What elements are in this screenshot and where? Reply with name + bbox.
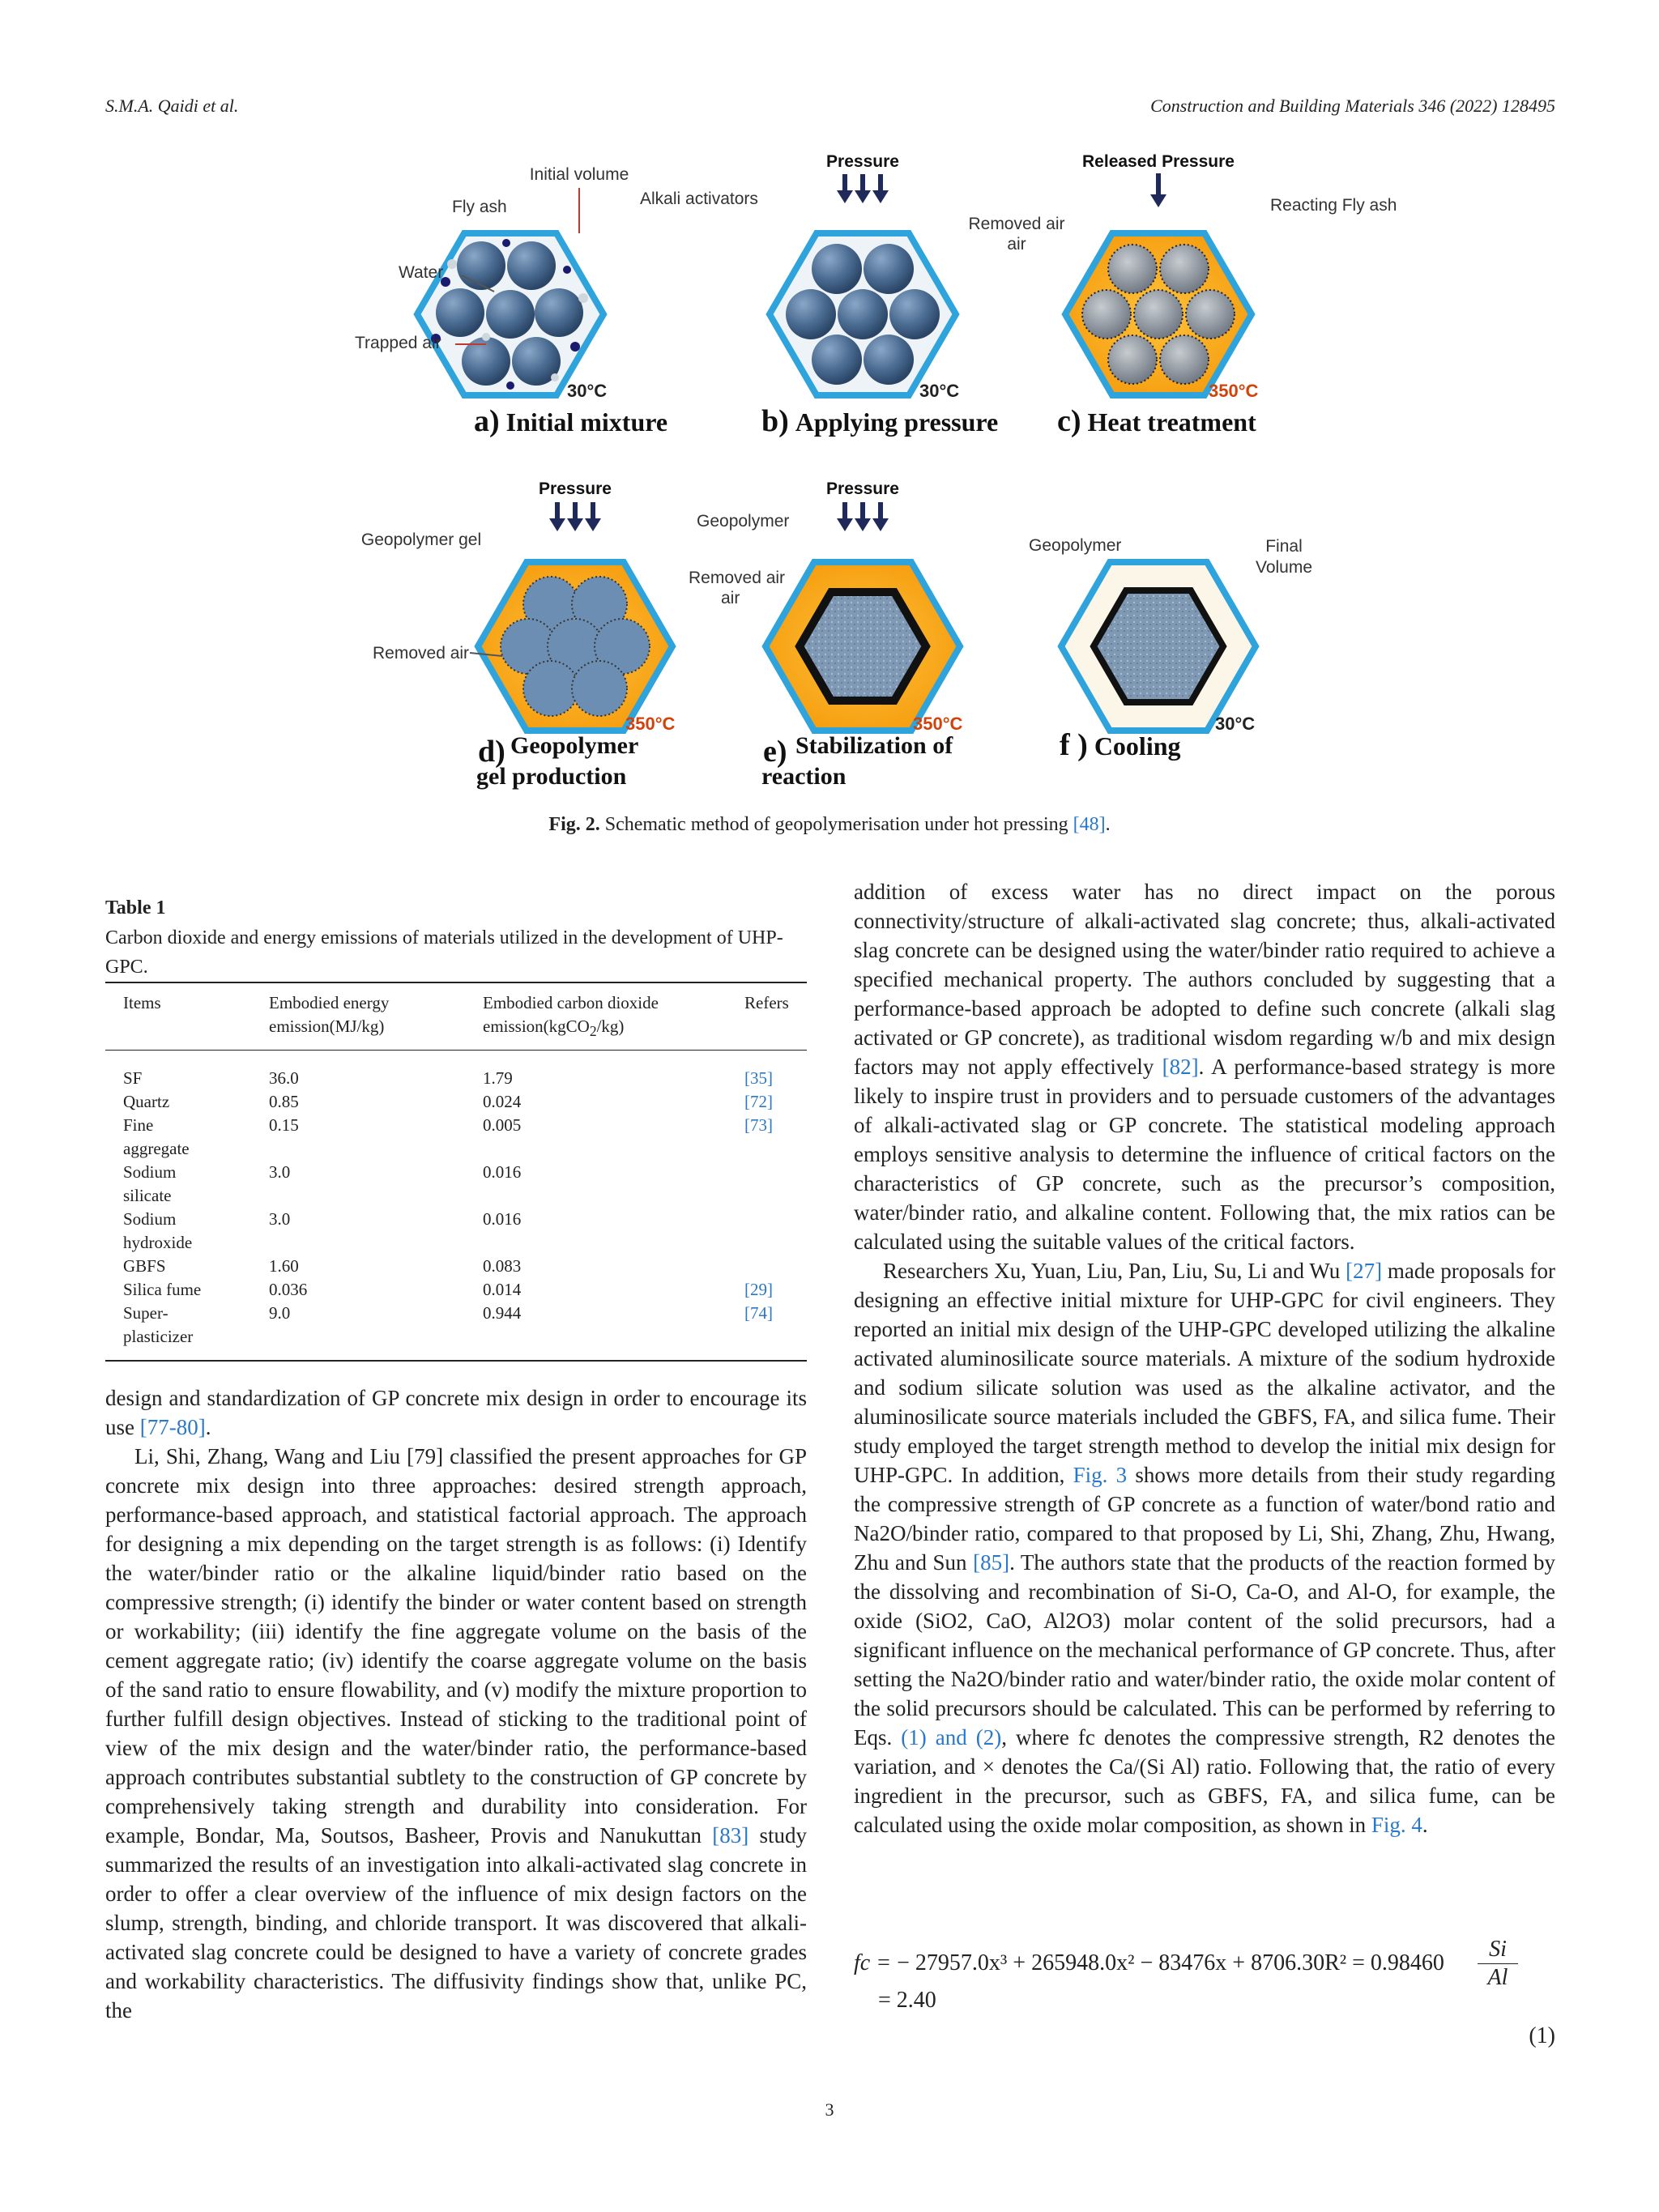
svg-text:Initial volume: Initial volume: [529, 165, 629, 184]
equation-link[interactable]: (1) and (2): [901, 1725, 1002, 1750]
panel-c-heat-treatment: [1065, 233, 1259, 401]
ref-link[interactable]: [73]: [744, 1115, 773, 1136]
svg-text:350°C: 350°C: [1209, 381, 1259, 401]
equation-number: (1): [1529, 2023, 1555, 2048]
svg-text:Water: Water: [399, 263, 444, 282]
ref-link-48[interactable]: [48]: [1073, 814, 1106, 835]
panel-d-geopolymer-gel-production: [478, 562, 676, 734]
table-header: Embodied energy emission(MJ/kg): [251, 982, 465, 1051]
ref-link[interactable]: [74]: [744, 1303, 773, 1323]
table-row: Sodium hydroxide 3.0 0.016: [123, 1209, 522, 1253]
equation-1: [854, 1937, 1555, 2048]
table-row: Super-plasticizer 9.0 0.944 [74]: [105, 1302, 807, 1361]
right-column-text: [854, 877, 1555, 1839]
figure-link[interactable]: Fig. 3: [1073, 1463, 1128, 1487]
svg-text:Removed air: Removed air: [373, 644, 470, 663]
running-header-authors: S.M.A. Qaidi et al.: [105, 96, 239, 116]
ref-link[interactable]: [85]: [973, 1550, 1010, 1575]
running-header-journal: Construction and Building Materials 346 (2022) 128495: [1150, 96, 1555, 116]
figure-2-schematic: 30°C Initial volume Fly ash Alkali activators Water Trapped air a) Initial mixture Pressure 30°C Removed air air b) Applying pressure Released Pressure 350°C Reacting Fly ash c) Heat treatment Pressure 350°C Geopolymer gel Removed air d) Geopolymer gel production Pressure 350°C Geopolymer Removed air air e) Stabilization of reaction 30°C Geopolymer Final Volume f ) Cooling: [340, 146, 1337, 818]
panel-a-initial-mixture: [417, 233, 607, 401]
panel-b-title: b) Applying pressure: [761, 404, 999, 438]
svg-text:Geopolymer: Geopolymer: [1029, 536, 1122, 555]
equation-tail: = 2.40: [878, 1988, 936, 2013]
panel-b-applying-pressure: [770, 233, 959, 401]
panel-e-stabilization: [766, 562, 963, 734]
ref-link[interactable]: [35]: [744, 1068, 773, 1089]
svg-text:air: air: [721, 589, 740, 607]
panel-d-title-text: Geopolymer gel production: [476, 732, 638, 790]
svg-text:350°C: 350°C: [913, 714, 963, 734]
svg-text:Geopolymer: Geopolymer: [697, 512, 790, 531]
equation-fraction: Si Al: [1478, 1936, 1518, 1992]
svg-text:Removed air: Removed air: [968, 215, 1065, 233]
table-header: Embodied carbon dioxide emission(kgCO$_2$/kg): [465, 982, 727, 1051]
panel-b-pressure-label: Pressure: [826, 152, 899, 171]
panel-c-released-pressure-label: Released Pressure: [1082, 152, 1235, 171]
equation-lhs: fc =: [854, 1950, 892, 1975]
table-header: Items: [105, 982, 251, 1051]
equation-rhs: − 27957.0x³ + 265948.0x² − 83476x + 8706.30R² = 0.98460: [897, 1950, 1444, 1975]
panel-d-title: d): [478, 735, 505, 769]
table-header: Refers: [727, 982, 807, 1051]
svg-text:Geopolymer gel: Geopolymer gel: [360, 531, 482, 549]
panel-a-temp: 30°C: [567, 381, 608, 401]
paragraph: Li, Shi, Zhang, Wang and Liu [79] classified the present approaches for GP concrete mix design into three approaches: desired strength approach, performance-based approach, and statistical factorial approach. The approach for designing a mix depending on the target strength is as follows: (i) Identify the water/binder ratio or the alkaline liquid/binder ratio based on the compressive strength; (i) identify the binder or water content based on strength or workability; (iii) identify the fine aggregate volume on the basis of the cement aggregate ratio; (iv) identify the coarse aggregate volume on the basis of the sand ratio to ensure flowability, and (v) modify the mixture proportion to further fulfill design objectives. Instead of sticking to the traditional point of view of the mix design and the water/binder ratio, the performance-based approach contributes substantial subtlety to the construction of GP concrete by comprehensively taking strength and durability into consideration. For example, Bondar, Ma, Soutsos, Basheer, Provis and Nanukuttan [83] study summarized the results of an investigation into alkali-activated slag concrete in order to offer a clear overview of the influence of mix design factors on the slump, strength, binding, and chloride transport. It was discovered that alkali-activated slag concrete could be designed to have a variety of concrete grades and workability characteristics. The diffusivity findings show that, unlike PC, the: [105, 1444, 808, 2022]
ref-link[interactable]: [82]: [1162, 1055, 1199, 1079]
ref-link[interactable]: [83]: [712, 1823, 749, 1848]
table-row: Sodium silicate 3.0 0.016: [123, 1162, 522, 1206]
panel-e-title-text: Stabilization of reaction: [761, 732, 953, 790]
figure-link[interactable]: Fig. 4: [1371, 1813, 1422, 1837]
ref-link[interactable]: [29]: [744, 1280, 773, 1300]
table-row: Silica fume 0.036 0.014 [29]: [105, 1278, 807, 1302]
figure-caption: Fig. 2. Schematic method of geopolymerisation under hot pressing [48].: [548, 814, 1111, 835]
svg-text:30°C: 30°C: [1215, 714, 1256, 734]
svg-text:Reacting Fly ash: Reacting Fly ash: [1270, 196, 1397, 215]
panel-c-title: c) Heat treatment: [1057, 404, 1256, 438]
table-row: Quartz 0.85 0.024 [72]: [105, 1090, 807, 1114]
ref-link[interactable]: [77-80]: [139, 1415, 206, 1439]
page-number: 3: [825, 2099, 834, 2120]
svg-text:Removed air: Removed air: [689, 569, 786, 587]
ref-link[interactable]: [72]: [744, 1092, 773, 1112]
table-1-caption: Carbon dioxide and energy emissions of materials utilized in the development of UHP-GPC.: [105, 927, 783, 978]
table-row: SF 36.0 1.79 [35]: [105, 1051, 807, 1091]
table-1-label: Table 1: [105, 897, 166, 918]
table-header-row: [105, 982, 807, 1051]
panel-f-title: f ) Cooling: [1060, 728, 1181, 762]
paragraph: addition of excess water has no direct impact on the porous connectivity/structure of alkali-activated slag concrete; thus, alkali-activated slag concrete can be designed using the water/binder ratio required to achieve a specified mechanical property. The authors concluded by suggesting that a performance-based approach be adopted to define such concrete (alkali slag activated or GP concrete), as traditional wisdom regarding w/b and mix design factors may not apply effectively [82]. A performance-based strategy is more likely to inspire trust in providers and to persuade customers of the advantages of alkali-activated slag or GP concrete. The statistical modeling approach employs sensitive analysis to determine the influence of critical factors on the characteristics of GP concrete, such as the precursor’s composition, water/binder ratio, and alkaline content. Following that, the mix ratios can be calculated using the suitable values of the critical factors.: [854, 880, 1556, 1254]
svg-text:air: air: [1007, 235, 1026, 254]
left-column-text: [105, 1383, 807, 2025]
svg-text:Pressure: Pressure: [826, 479, 899, 498]
svg-text:Trapped air: Trapped air: [355, 334, 441, 352]
svg-text:Fly ash: Fly ash: [452, 198, 507, 216]
svg-text:Pressure: Pressure: [539, 479, 612, 498]
panel-e-title: e): [763, 735, 787, 769]
panel-a-title: a) Initial mixture: [474, 404, 668, 438]
panel-f-cooling: [1061, 562, 1256, 734]
svg-text:30°C: 30°C: [919, 381, 960, 401]
ref-link[interactable]: [27]: [1346, 1259, 1383, 1283]
paragraph: Researchers Xu, Yuan, Liu, Pan, Liu, Su, Li and Wu [27] made proposals for designing an effective initial mixture for UHP-GPC for civil engineers. They reported an initial mix design of the UHP-GPC developed utilizing the alkaline activated aluminosilicate source materials. A mixture of the sodium hydroxide and sodium silicate solution was used as the alkaline activator, and the aluminosilicate source materials included the GBFS, FA, and silica fume. Their study employed the target strength method to develop the initial mix design for UHP-GPC. In addition, Fig. 3 shows more details from their study regarding the compressive strength of GP concrete as a function of water/bond ratio and Na2O/binder ratio, compared to that proposed by Li, Shi, Zhang, Zhu, Hwang, Zhu and Sun [85]. The authors state that the products of the reaction formed by the dissolving and recombination of Si-O, Ca-O, and Al-O, for example, the oxide (SiO2, CaO, Al2O3) molar content of the solid precursors, had a significant influence on the mechanical performance of GP concrete. Thus, after setting the Na2O/binder ratio and water/binder ratio, the oxide molar content of the solid precursors should be calculated. This can be performed by referring to Eqs. (1) and (2), where fc denotes the compressive strength, R2 denotes the variation, and × denotes the Ca/(Si Al) ratio. Following that, the ratio of every ingredient in the precursor, such as GBFS, FA, and silica fume, can be calculated using the oxide molar composition, as shown in Fig. 4.: [854, 1259, 1556, 1837]
paragraph: design and standardization of GP concrete mix design in order to encourage its use [77-80].: [105, 1386, 807, 1439]
svg-text:Alkali activators: Alkali activators: [640, 190, 758, 208]
table-1: [105, 982, 807, 1362]
table-row: GBFS 1.60 0.083: [123, 1256, 522, 1276]
svg-text:350°C: 350°C: [625, 714, 676, 734]
table-row: Fine aggregate 0.15 0.005 [73]: [105, 1114, 807, 1161]
